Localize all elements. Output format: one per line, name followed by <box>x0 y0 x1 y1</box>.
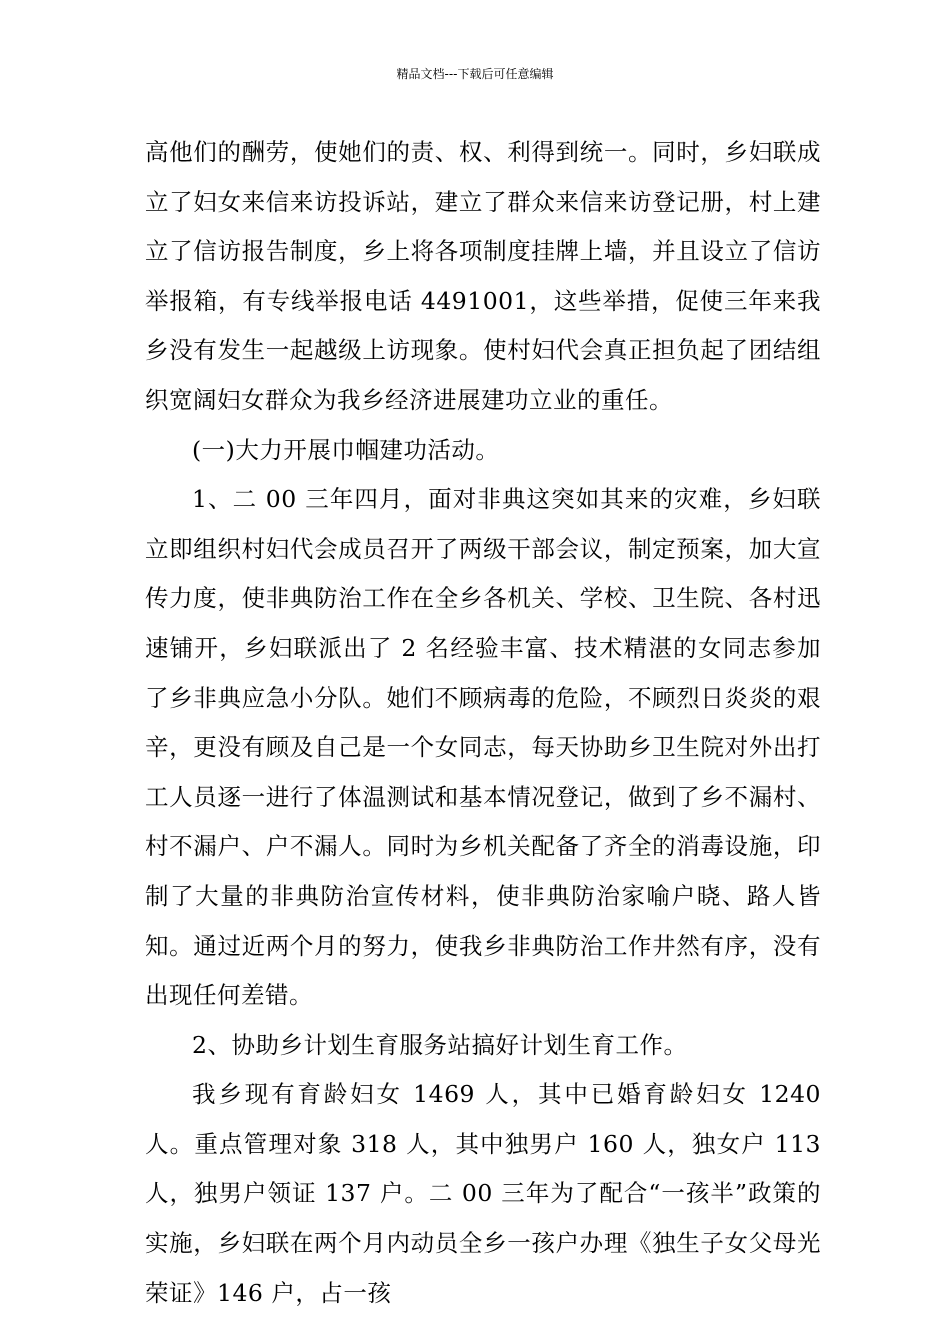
paragraph-item-2-heading: 2、协助乡计划生育服务站搞好计划生育工作。 <box>192 1030 688 1059</box>
paragraph-statistics: 我乡现有育龄妇女 1469 人，其中已婚育龄妇女 1240 人。重点管理对象 318 人，其中独男户 160 人，独女户 113 人，独男户领证 137 户。二 00 三年为了配合“一孩半”政策的实施，乡妇联在两个月内动员全乡一孩户办理《独生子女父母光荣证》146 户，占一孩 <box>145 1080 821 1307</box>
page-header: 精品文档---下载后可任意编辑 <box>396 67 554 81</box>
paragraph-item-1: 1、二 00 三年四月，面对非典这突如其来的灾难，乡妇联立即组织村妇代会成员召开了两级干部会议，制定预案，加大宣传力度，使非典防治工作在全乡各机关、学校、卫生院、各村迅速铺开，乡妇联派出了 2 名经验丰富、技术精湛的女同志参加了乡非典应急小分队。她们不顾病毒的危险，不顾烈日炎炎的艰辛，更没有顾及自己是一个女同志，每天协助乡卫生院对外出打工人员逐一进行了体温测试和基本情况登记，做到了乡不漏村、村不漏户、户不漏人。同时为乡机关配备了齐全的消毒设施，印制了大量的非典防治宣传材料，使非典防治家喻户晓、路人皆知。通过近两个月的努力，使我乡非典防治工作井然有序，没有出现任何差错。 <box>145 485 821 1010</box>
document-body <box>145 128 821 1318</box>
paragraph-continuation: 高他们的酬劳，使她们的责、权、利得到统一。同时，乡妇联成立了妇女来信来访投诉站，建立了群众来信来访登记册，村上建立了信访报告制度，乡上将各项制度挂牌上墙，并且设立了信访举报箱，有专线举报电话 4491001，这些举措，促使三年来我乡没有发生一起越级上访现象。使村妇代会真正担负起了团结组织宽阔妇女群众为我乡经济进展建功立业的重任。 <box>145 138 821 414</box>
section-heading: (一)大力开展巾帼建功活动。 <box>192 435 500 464</box>
